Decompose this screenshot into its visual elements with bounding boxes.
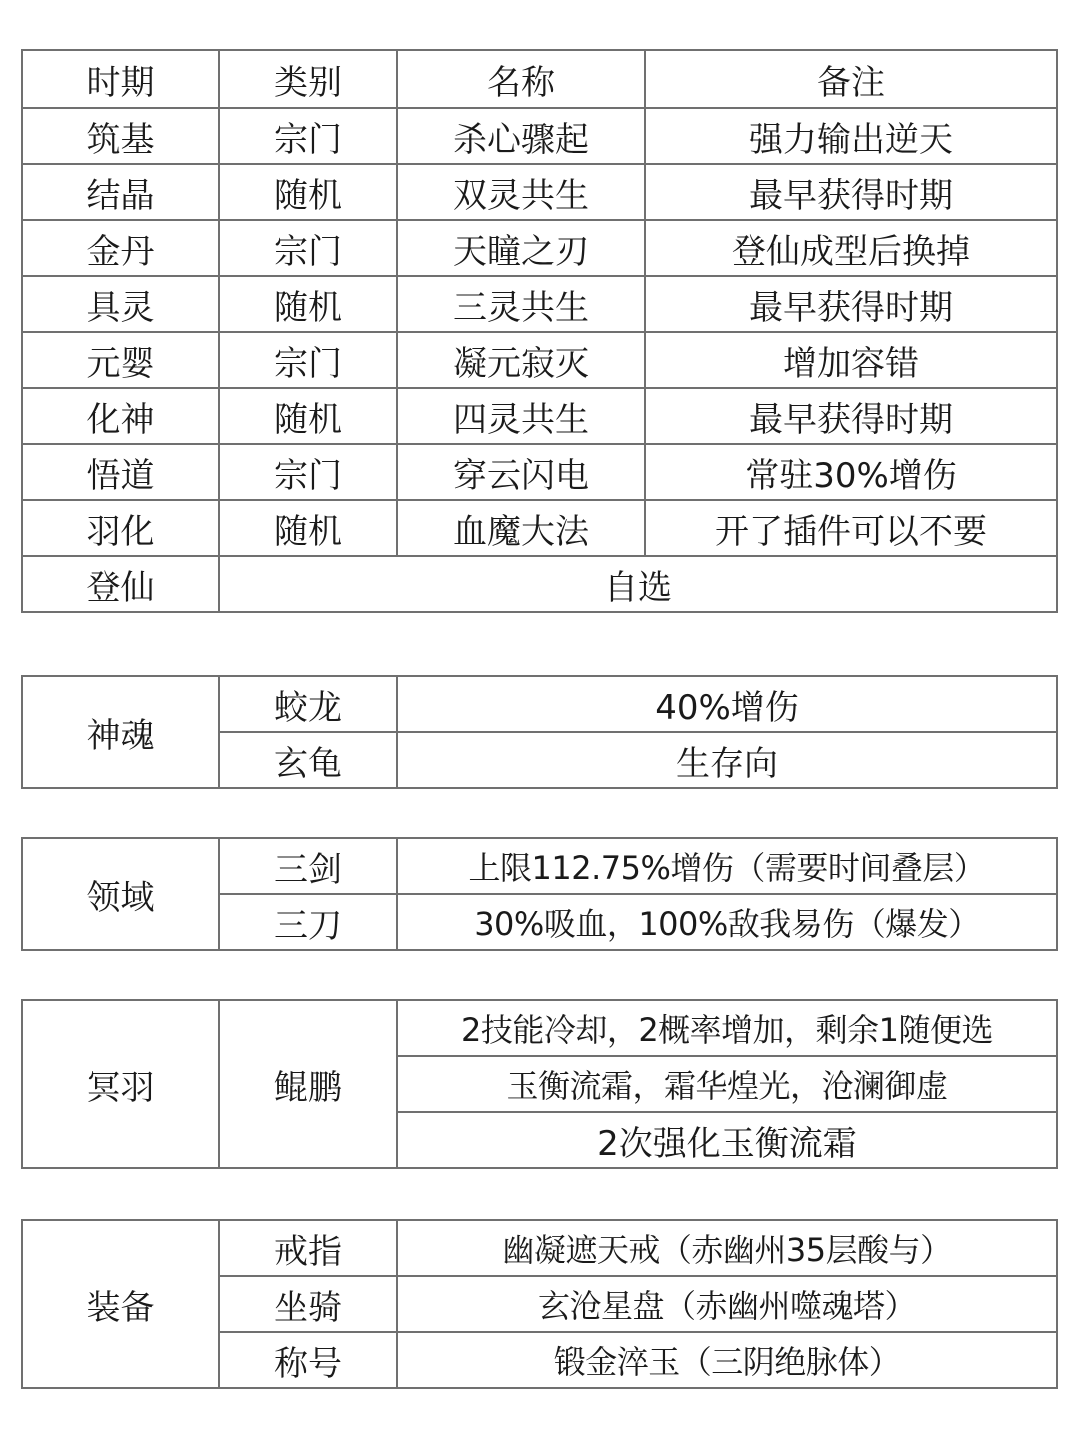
period-cell: 悟道 bbox=[22, 444, 219, 500]
name-cell: 血魔大法 bbox=[397, 500, 645, 556]
section-label: 冥羽 bbox=[22, 1000, 219, 1168]
table-row bbox=[22, 1220, 1057, 1276]
item-name-cell: 鲲鹏 bbox=[219, 1000, 397, 1168]
period-cell: 金丹 bbox=[22, 220, 219, 276]
mingyu-table bbox=[21, 999, 1058, 1169]
category-cell: 随机 bbox=[219, 500, 397, 556]
item-desc-cell: 锻金淬玉（三阴绝脉体） bbox=[397, 1332, 1057, 1388]
note-cell: 强力输出逆天 bbox=[645, 108, 1057, 164]
name-cell: 四灵共生 bbox=[397, 388, 645, 444]
item-desc-cell: 幽凝遮天戒（赤幽州35层酸与） bbox=[397, 1220, 1057, 1276]
section-label: 领域 bbox=[22, 838, 219, 950]
header-period: 时期 bbox=[22, 50, 219, 108]
merged-cell: 自选 bbox=[219, 556, 1057, 612]
item-desc-cell: 生存向 bbox=[397, 732, 1057, 788]
table-row bbox=[22, 838, 1057, 894]
item-desc-cell: 2技能冷却，2概率增加，剩余1随便选 bbox=[397, 1000, 1057, 1056]
item-name-cell: 玄龟 bbox=[219, 732, 397, 788]
category-cell: 宗门 bbox=[219, 108, 397, 164]
period-cell: 羽化 bbox=[22, 500, 219, 556]
item-name-cell: 蛟龙 bbox=[219, 676, 397, 732]
item-desc-cell: 玄沧星盘（赤幽州噬魂塔） bbox=[397, 1276, 1057, 1332]
category-cell: 随机 bbox=[219, 164, 397, 220]
table-row bbox=[22, 444, 1057, 500]
table-row bbox=[22, 108, 1057, 164]
table-row bbox=[22, 1000, 1057, 1056]
name-cell: 穿云闪电 bbox=[397, 444, 645, 500]
name-cell: 天瞳之刃 bbox=[397, 220, 645, 276]
table-row bbox=[22, 332, 1057, 388]
category-cell: 随机 bbox=[219, 276, 397, 332]
name-cell: 杀心骤起 bbox=[397, 108, 645, 164]
period-cell: 化神 bbox=[22, 388, 219, 444]
name-cell: 三灵共生 bbox=[397, 276, 645, 332]
note-cell: 最早获得时期 bbox=[645, 276, 1057, 332]
period-cell: 元婴 bbox=[22, 332, 219, 388]
section-label: 神魂 bbox=[22, 676, 219, 788]
table-row bbox=[22, 676, 1057, 732]
item-name-cell: 戒指 bbox=[219, 1220, 397, 1276]
table-row bbox=[22, 500, 1057, 556]
item-desc-cell: 2次强化玉衡流霜 bbox=[397, 1112, 1057, 1168]
note-cell: 增加容错 bbox=[645, 332, 1057, 388]
item-name-cell: 称号 bbox=[219, 1332, 397, 1388]
item-name-cell: 坐骑 bbox=[219, 1276, 397, 1332]
item-desc-cell: 30%吸血，100%敌我易伤（爆发） bbox=[397, 894, 1057, 950]
table-row bbox=[22, 164, 1057, 220]
table-row bbox=[22, 388, 1057, 444]
header-note: 备注 bbox=[645, 50, 1057, 108]
table-row bbox=[22, 556, 1057, 612]
name-cell: 双灵共生 bbox=[397, 164, 645, 220]
category-cell: 随机 bbox=[219, 388, 397, 444]
table-header-row bbox=[22, 50, 1057, 108]
category-cell: 宗门 bbox=[219, 332, 397, 388]
item-desc-cell: 上限112.75%增伤（需要时间叠层） bbox=[397, 838, 1057, 894]
note-cell: 开了插件可以不要 bbox=[645, 500, 1057, 556]
shenhun-table bbox=[21, 675, 1058, 789]
note-cell: 登仙成型后换掉 bbox=[645, 220, 1057, 276]
period-cell: 结晶 bbox=[22, 164, 219, 220]
name-cell: 凝元寂灭 bbox=[397, 332, 645, 388]
item-desc-cell: 40%增伤 bbox=[397, 676, 1057, 732]
note-cell: 最早获得时期 bbox=[645, 164, 1057, 220]
lingyu-table bbox=[21, 837, 1058, 951]
period-table bbox=[21, 49, 1058, 613]
item-desc-cell: 玉衡流霜，霜华煌光，沧澜御虚 bbox=[397, 1056, 1057, 1112]
note-cell: 最早获得时期 bbox=[645, 388, 1057, 444]
category-cell: 宗门 bbox=[219, 220, 397, 276]
table-row bbox=[22, 220, 1057, 276]
period-cell: 登仙 bbox=[22, 556, 219, 612]
period-cell: 具灵 bbox=[22, 276, 219, 332]
item-name-cell: 三剑 bbox=[219, 838, 397, 894]
note-cell: 常驻30%增伤 bbox=[645, 444, 1057, 500]
header-category: 类别 bbox=[219, 50, 397, 108]
category-cell: 宗门 bbox=[219, 444, 397, 500]
period-cell: 筑基 bbox=[22, 108, 219, 164]
table-row bbox=[22, 276, 1057, 332]
header-name: 名称 bbox=[397, 50, 645, 108]
section-label: 装备 bbox=[22, 1220, 219, 1388]
item-name-cell: 三刀 bbox=[219, 894, 397, 950]
zhuangbei-table bbox=[21, 1219, 1058, 1389]
